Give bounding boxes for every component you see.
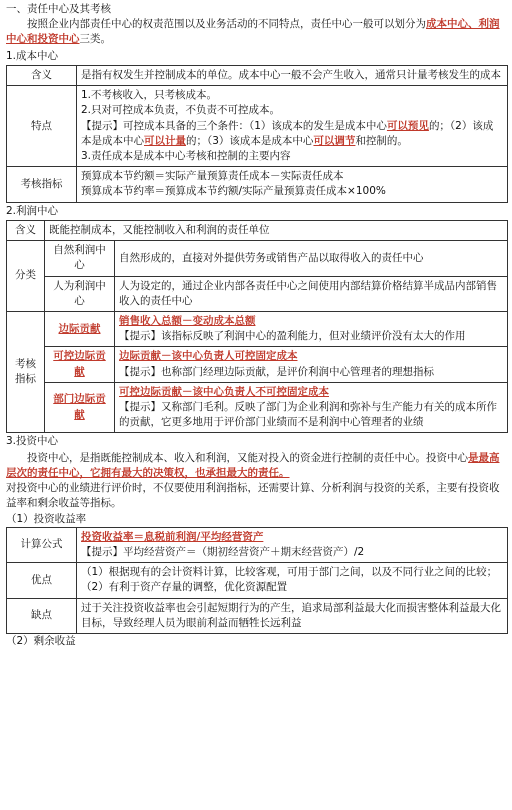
roi-formula: 投资收益率＝息税前利润/平均经营资产 (81, 530, 264, 543)
profit-center-table (6, 220, 508, 434)
tip: 【提示】平均经营资产＝（期初经营资产＋期末经营资产）/2 (81, 546, 365, 558)
department-contribution-label: 部门边际贡献 (45, 382, 115, 433)
formula: 边际贡献－该中心负责人可控固定成本 (119, 350, 298, 363)
investment-paragraph-1: 投资中心，是指既能控制成本、收入和利润，又能对投入的资金进行控制的责任中心。投资中心是最高层次的责任中心，它拥有最大的决策权，也承担最大的责任。 (6, 451, 500, 479)
roi-title: （1）投资收益率 (6, 512, 87, 525)
formula-label: 计算公式 (7, 527, 77, 562)
formula: 可控边际贡献－该中心负责人不可控固定成本 (119, 385, 329, 398)
tip: 【提示】又称部门毛利。反映了部门为企业利润和弥补与生产能力有关的成本所作的贡献，它更多地用于评价部门业绩而不是利润中心管理者的业绩 (119, 401, 497, 429)
disadvantages-cell: 过于关注投资收益率也会引起短期行为的产生，追求局部利益最大化而损害整体利益最大化目标，导致经理人员为眼前利益而牺牲长远利益 (77, 598, 508, 633)
features-cell: 1.不考核收入，只考核成本。 2.只对可控成本负责，不负责不可控成本。 【提示】可控成本具备的三个条件：（1）该成本的发生是成本中心可以预见的；（2）该成本是成本中心可以计量的；（3）该成本是成本中心可以调节和控制的。 3.责任成本是成本中心考核和控制的主要内容 (77, 86, 508, 167)
advantages-label: 优点 (7, 563, 77, 598)
artificial-label: 人为利润中心 (45, 276, 115, 311)
investment-center-title: 3.投资中心 (6, 435, 59, 448)
class-label: 分类 (7, 241, 45, 312)
artificial-cell: 人为设定的，通过企业内部各责任中心之间使用内部结算价格结算半成品内部销售收入的责任中心 (115, 276, 508, 311)
roi-table: 计算公式 投资收益率＝息税前利润/平均经营资产 【提示】平均经营资产＝（期初经营资产＋期末经营资产）/2 优点 （1）根据现有的会计资料计算，比较客观，可用于部门之间，以及不同行业之间的比较； （2）有利于资产存量的调整，优化资源配置 缺点 过于关注投资收益率也会引起短期行为的产生，追求局部利益最大化而损害整体利益最大化目标，导致经理人员为眼前利益而牺牲长远利益 (6, 527, 508, 634)
residual-income-title: （2）剩余收益 (6, 635, 76, 648)
tip: 【提示】也称部门经理边际贡献，是评价利润中心管理者的理想指标 (119, 365, 434, 378)
kpi-label: 考核指标 (7, 167, 77, 202)
cost-center-title: 1.成本中心 (6, 49, 59, 62)
profit-center-title: 2.利润中心 (6, 204, 59, 217)
natural-cell: 自然形成的，直接对外提供劳务或销售产品以取得收入的责任中心 (115, 241, 508, 276)
investment-paragraph-2: 对投资中心的业绩进行评价时，不仅要使用利润指标，还需要计算、分析利润与投资的关系，主要有投资收益率和剩余收益等指标。 (6, 482, 500, 510)
kpi-cell: 预算成本节约额＝实际产量预算责任成本－实际责任成本 预算成本节约率＝预算成本节约额/实际产量预算责任成本×100% (77, 167, 508, 202)
section-heading: 一、责任中心及其考核 (6, 3, 111, 15)
natural-label: 自然利润中心 (45, 241, 115, 276)
formula: 销售收入总额－变动成本总额 (119, 314, 256, 327)
meaning-cell: 是指有权发生并控制成本的单位。成本中心一般不会产生收入，通常只计量考核发生的成本 (77, 65, 508, 85)
kpi-label: 考核指标 (7, 311, 45, 433)
highlight-text: 成本中心、利润中心和投资中心 (6, 18, 500, 46)
features-label: 特点 (7, 86, 77, 167)
intro-paragraph: 按照企业内部责任中心的权责范围以及业务活动的不同特点，责任中心一般可以划分为成本中心、利润中心和投资中心三类。 (6, 18, 500, 46)
meaning-label: 含义 (7, 220, 45, 240)
meaning-label: 含义 (7, 65, 77, 85)
disadvantages-label: 缺点 (7, 598, 77, 633)
controllable-cost-tip: 【提示】可控成本具备的三个条件：（1）该成本的发生是成本中心可以预见的；（2）该成本是成本中心可以计量的；（3）该成本是成本中心可以调节和控制的。 (81, 119, 494, 147)
marginal-contribution-label: 边际贡献 (45, 311, 115, 346)
controllable-contribution-label: 可控边际贡献 (45, 347, 115, 382)
tip: 【提示】该指标反映了利润中心的盈利能力，但对业绩评价没有太大的作用 (119, 330, 466, 343)
meaning-cell: 既能控制成本，又能控制收入和利润的责任单位 (45, 220, 508, 240)
cost-center-table (6, 65, 508, 203)
